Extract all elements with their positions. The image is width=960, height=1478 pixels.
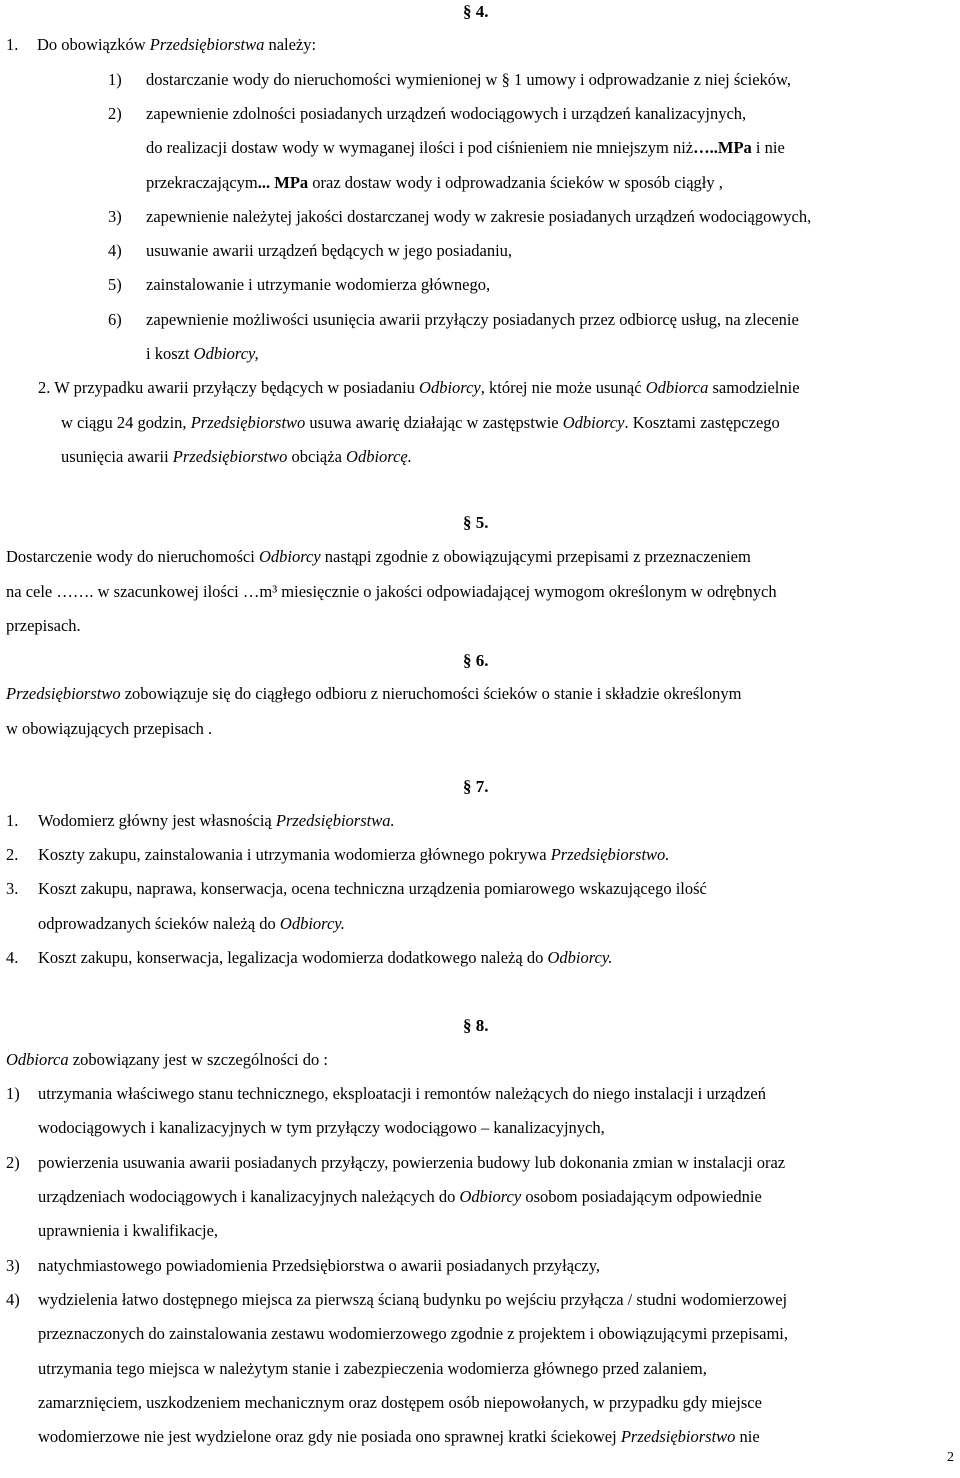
item-number: 2)	[6, 1153, 20, 1172]
item-text: Wodomierz główny jest własnością	[38, 811, 276, 830]
item-text: dostarczanie wody do nieruchomości wymienionej w § 1 umowy i odprowadzanie z niej ścieków,	[146, 70, 792, 89]
paragraph-6-line1	[6, 677, 741, 711]
list-item-7-2	[6, 838, 669, 872]
item-text: Koszty zakupu, zainstalowania i utrzymania wodomierza głównego pokrywa	[38, 845, 551, 864]
paragraph-4-1-intro	[6, 28, 316, 62]
item-text: Koszt zakupu, naprawa, konserwacja, ocena techniczna urządzenia pomiarowego wskazującego ilość	[38, 879, 707, 898]
item-text: i koszt	[146, 344, 194, 363]
list-item-8-2-line2	[38, 1180, 762, 1214]
list-item-4-6	[108, 303, 799, 337]
paragraph-8-intro	[6, 1043, 328, 1077]
list-item-7-3-line2	[38, 907, 345, 941]
section-heading-6: § 6.	[463, 651, 489, 670]
item-text-italic: Przedsiębiorstwo	[620, 1427, 736, 1446]
list-item-8-1-line2: wodociągowych i kanalizacyjnych w tym przyłączy wodociągowo – kanalizacyjnych,	[38, 1118, 605, 1137]
item-text: Koszt zakupu, konserwacja, legalizacja wodomierza dodatkowego należą do	[38, 948, 548, 967]
item-text: osobom posiadającym odpowiednie	[521, 1187, 762, 1206]
item-text: nie	[735, 1427, 760, 1446]
text: w ciągu 24 godzin,	[61, 413, 191, 432]
text-italic: Przedsiębiorstwo	[190, 413, 306, 432]
list-item-4-6-line2	[146, 337, 259, 371]
item-number: 1.	[6, 811, 19, 830]
item-text: i nie	[751, 138, 785, 157]
list-item-4-2-line3	[146, 166, 723, 200]
item-number: 4)	[6, 1290, 20, 1309]
list-item-7-4	[6, 941, 612, 975]
item-text: wodomierzowe nie jest wydzielone oraz gdy nie posiada ono sprawnej kratki ściekowej	[38, 1427, 621, 1446]
text-italic: Odbiorca	[645, 378, 709, 397]
list-item-4-3	[108, 200, 811, 234]
list-item-8-2-line3: uprawnienia i kwalifikacje,	[38, 1221, 219, 1240]
list-item-8-4-line4: zamarznięciem, uszkodzeniem mechanicznym oraz dostępem osób niepowołanych, w przypadku gdy miejsce	[38, 1393, 762, 1412]
item-number: 6)	[108, 310, 122, 329]
list-item-8-4-line3: utrzymania tego miejsca w należytym stanie i zabezpieczenia wodomierza głównego przed zalaniem,	[38, 1359, 707, 1378]
item-text: oraz dostaw wody i odprowadzania ścieków w sposób ciągły ,	[308, 173, 723, 192]
list-item-4-2	[108, 97, 746, 131]
paragraph-6-line2: w obowiązujących przepisach .	[6, 719, 213, 738]
item-text-italic: Odbiorcy.	[547, 948, 613, 967]
text: , której nie może usunąć	[480, 378, 646, 397]
item-number: 3)	[6, 1256, 20, 1275]
list-item-8-4-line5	[38, 1420, 760, 1454]
item-text: wydzielenia łatwo dostępnego miejsca za pierwszą ścianą budynku po wejściu przyłącza / studni wodomierzowej	[38, 1290, 788, 1309]
item-number: 1)	[108, 70, 122, 89]
section-heading-5: § 5.	[463, 513, 489, 532]
paragraph-5-line3: przepisach.	[6, 616, 81, 635]
item-number: 3.	[6, 879, 19, 898]
section-heading-8: § 8.	[463, 1016, 489, 1035]
item-text: zapewnienie możliwości usunięcia awarii przyłączy posiadanych przez odbiorcę usług, na zlecenie	[146, 310, 799, 329]
item-number: 5)	[108, 275, 122, 294]
list-item-8-1	[6, 1077, 766, 1111]
list-item-8-4-line2: przeznaczonych do zainstalowania zestawu wodomierzowego zgodnie z projektem i obowiązującymi przepisami,	[38, 1324, 789, 1343]
text-italic: Odbiorca	[6, 1050, 69, 1069]
text-italic: Odbiorcy	[419, 378, 481, 397]
text-italic: Odbiorcy	[258, 547, 321, 566]
paragraph-number: 2.	[38, 378, 51, 397]
item-text-bold: ... MPa	[257, 173, 309, 192]
text: Dostarczenie wody do nieruchomości	[6, 547, 259, 566]
item-text: usuwanie awarii urządzeń będących w jego posiadaniu,	[146, 241, 513, 260]
paragraph-5-line1	[6, 540, 751, 574]
text: usuwa awarię działając w zastępstwie	[305, 413, 563, 432]
text: zobowiązany jest w szczególności do :	[68, 1050, 328, 1069]
item-text: utrzymania właściwego stanu technicznego, eksploatacji i remontów należących do niego instalacji i urządzeń	[38, 1084, 767, 1103]
paragraph-4-2	[38, 371, 800, 405]
text: obciąża	[287, 447, 347, 466]
list-item-4-2-line2	[146, 131, 785, 165]
item-text: natychmiastowego powiadomienia Przedsiębiorstwa o awarii posiadanych przyłączy,	[38, 1256, 601, 1275]
text-italic: Przedsiębiorstwa	[149, 35, 265, 54]
list-item-8-4	[6, 1283, 787, 1317]
paragraph-4-2-line3	[61, 440, 412, 474]
text: W przypadku awarii przyłączy będących w posiadaniu	[50, 378, 420, 397]
paragraph-5-line2: na cele ……. w szacunkowej ilości …m³ miesięcznie o jakości odpowiadającej wymogom określonym w odrębnych	[6, 582, 777, 601]
item-text-italic: Odbiorcy.	[279, 914, 345, 933]
item-text: do realizacji dostaw wody w wymaganej ilości i pod ciśnieniem nie mniejszym niż	[146, 138, 694, 157]
item-text: zapewnienie należytej jakości dostarczanej wody w zakresie posiadanych urządzeń wodociągowych,	[146, 207, 812, 226]
item-number: 1)	[6, 1084, 20, 1103]
item-text: zainstalowanie i utrzymanie wodomierza głównego,	[146, 275, 491, 294]
list-item-7-1	[6, 804, 395, 838]
item-text-italic: Przedsiębiorstwa.	[275, 811, 395, 830]
paragraph-number: 1.	[6, 35, 19, 54]
list-item-8-2	[6, 1146, 785, 1180]
item-text-italic: Przedsiębiorstwo.	[550, 845, 670, 864]
list-item-4-1	[108, 63, 791, 97]
list-item-7-3	[6, 872, 707, 906]
list-item-8-3	[6, 1249, 600, 1283]
item-text: powierzenia usuwania awarii posiadanych przyłączy, powierzenia budowy lub dokonania zmian w instalacji oraz	[38, 1153, 786, 1172]
paragraph-4-2-line2	[61, 406, 780, 440]
text-italic: Odbiorcy	[562, 413, 625, 432]
item-number: 3)	[108, 207, 122, 226]
text-italic: Przedsiębiorstwo	[6, 684, 121, 703]
text: nastąpi zgodnie z obowiązującymi przepisami z przeznaczeniem	[320, 547, 751, 566]
text-italic: Przedsiębiorstwo	[172, 447, 288, 466]
item-number: 4)	[108, 241, 122, 260]
item-text: urządzeniach wodociągowych i kanalizacyjnych należących do	[38, 1187, 460, 1206]
text: usunięcia awarii	[61, 447, 173, 466]
list-item-4-4	[108, 234, 512, 268]
item-text-bold: …..MPa	[693, 138, 752, 157]
text: Do obowiązków	[37, 35, 150, 54]
item-text: zapewnienie zdolności posiadanych urządzeń wodociągowych i urządzeń kanalizacyjnych,	[146, 104, 747, 123]
text-italic: Odbiorcę.	[346, 447, 412, 466]
item-text: odprowadzanych ścieków należą do	[38, 914, 280, 933]
item-number: 2)	[108, 104, 122, 123]
page-number: 2	[947, 1450, 954, 1465]
text: należy:	[264, 35, 317, 54]
text: . Kosztami zastępczego	[624, 413, 780, 432]
section-heading-7: § 7.	[463, 777, 489, 796]
section-heading-4: § 4.	[463, 2, 489, 21]
list-item-4-5	[108, 268, 490, 302]
item-number: 4.	[6, 948, 19, 967]
item-number: 2.	[6, 845, 19, 864]
text: zobowiązuje się do ciągłego odbioru z nieruchomości ścieków o stanie i składzie określonym	[120, 684, 742, 703]
text: samodzielnie	[708, 378, 800, 397]
item-text-italic: Odbiorcy	[459, 1187, 522, 1206]
item-text: przekraczającym	[146, 173, 258, 192]
item-text-italic: Odbiorcy,	[193, 344, 259, 363]
